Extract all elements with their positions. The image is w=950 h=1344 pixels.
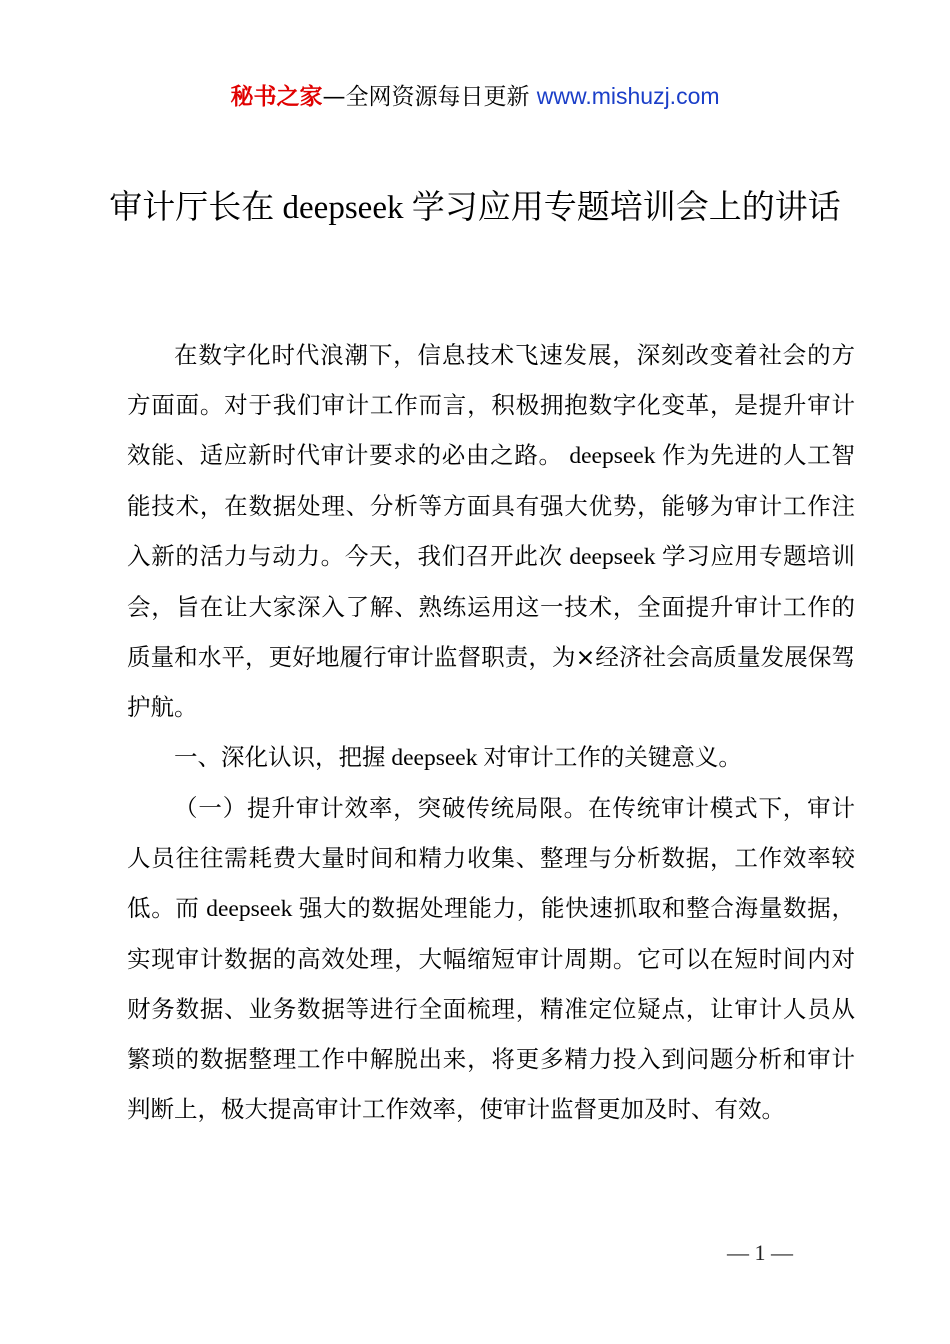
- page-number: — 1 —: [727, 1240, 793, 1265]
- site-header: [0, 80, 950, 113]
- document-title: 审计厅长在 deepseek 学习应用专题培训会上的讲话: [109, 187, 841, 226]
- site-url-link[interactable]: www.mishuzj.com: [536, 83, 720, 109]
- header-tagline: —全网资源每日更新: [322, 84, 530, 110]
- intro-paragraph: 在数字化时代浪潮下，信息技术飞速发展，深刻改变着社会的方方面面。对于我们审计工作而言，积极拥抱数字化变革，是提升审计效能、适应新时代审计要求的必由之路。 deepseek 作为先进的人工智能技术，在数据处理、分析等方面具有强大优势，能够为审计工作注入新的活力与动力。今天，我们召开此次 deepseek 学习应用专题培训会，旨在让大家深入了解、熟练运用这一技术，全面提升审计工作的质量和水平，更好地履行审计监督职责，为×经济社会高质量发展保驾护航。: [127, 341, 856, 721]
- subsection-paragraph-1: （一）提升审计效率，突破传统局限。在传统审计模式下，审计人员往往需耗费大量时间和精力收集、整理与分析数据，工作效率较低。而 deepseek 强大的数据处理能力，能快速抓取和整合海量数据，实现审计数据的高效处理，大幅缩短审计周期。它可以在短时间内对财务数据、业务数据等进行全面梳理，精准定位疑点，让审计人员从繁琐的数据整理工作中解脱出来，将更多精力投入到问题分析和审计判断上，极大提高审计工作效率，使审计监督更加及时、有效。: [127, 794, 856, 1123]
- document-body: [127, 330, 855, 1134]
- section-heading-1: 一、深化认识，把握 deepseek 对审计工作的关键意义。: [174, 743, 742, 771]
- brand-name: 秘书之家: [230, 84, 323, 110]
